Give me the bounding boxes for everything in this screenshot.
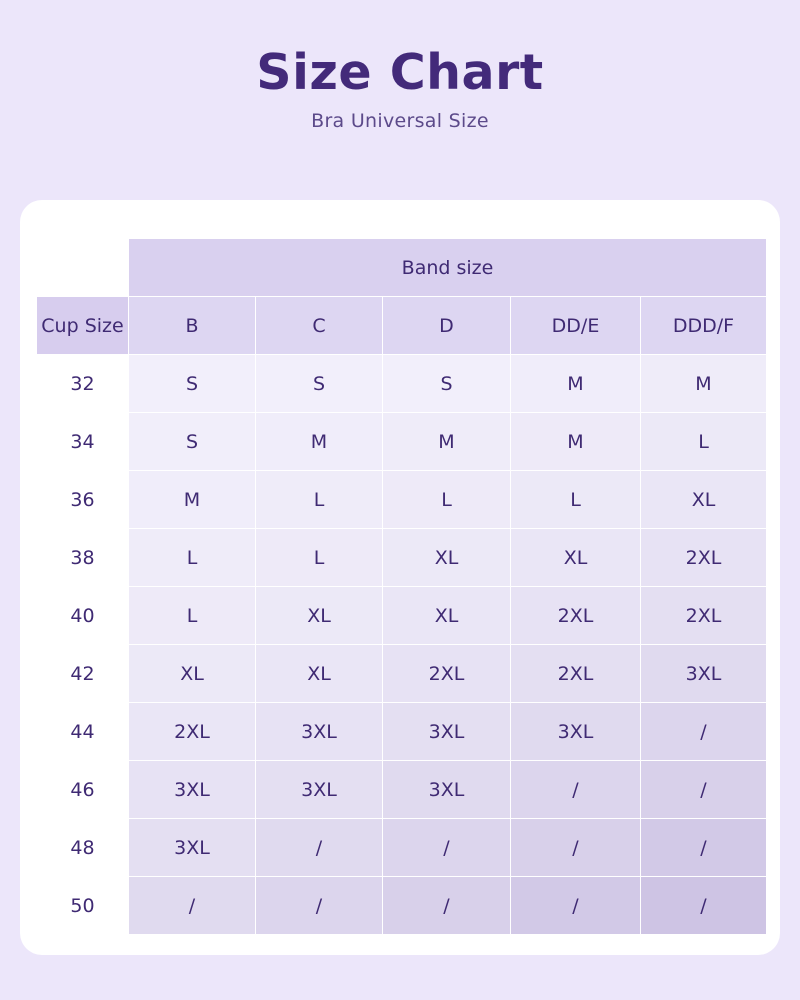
- size-cell: XL: [256, 587, 383, 645]
- size-cell: /: [641, 877, 767, 935]
- size-cell: 3XL: [383, 761, 511, 819]
- column-header-1: C: [256, 297, 383, 355]
- size-cell: S: [129, 355, 256, 413]
- size-cell: /: [129, 877, 256, 935]
- size-cell: /: [256, 877, 383, 935]
- size-cell: L: [129, 529, 256, 587]
- size-cell: M: [256, 413, 383, 471]
- size-cell: L: [256, 529, 383, 587]
- size-cell: /: [256, 819, 383, 877]
- size-cell: S: [383, 355, 511, 413]
- column-header-4: DDD/F: [641, 297, 767, 355]
- size-cell: 3XL: [511, 703, 641, 761]
- size-cell: S: [129, 413, 256, 471]
- size-cell: /: [511, 761, 641, 819]
- size-cell: XL: [511, 529, 641, 587]
- size-cell: /: [511, 877, 641, 935]
- size-cell: L: [383, 471, 511, 529]
- size-cell: 2XL: [641, 529, 767, 587]
- size-cell: XL: [383, 529, 511, 587]
- size-cell: L: [511, 471, 641, 529]
- table-row: [37, 471, 767, 529]
- size-cell: 2XL: [641, 587, 767, 645]
- row-label-8: 48: [37, 819, 129, 877]
- size-cell: 3XL: [383, 703, 511, 761]
- size-cell: 3XL: [129, 761, 256, 819]
- table-row-band-header: [37, 239, 767, 297]
- size-table-card: [20, 200, 780, 955]
- corner-blank-cell: [37, 239, 129, 297]
- size-cell: 2XL: [511, 587, 641, 645]
- size-cell: 3XL: [641, 645, 767, 703]
- size-cell: L: [129, 587, 256, 645]
- size-cell: /: [641, 703, 767, 761]
- size-cell: S: [256, 355, 383, 413]
- size-cell: L: [256, 471, 383, 529]
- table-row: [37, 413, 767, 471]
- size-chart-table: [36, 238, 767, 935]
- column-header-3: DD/E: [511, 297, 641, 355]
- table-row: [37, 529, 767, 587]
- table-row: [37, 703, 767, 761]
- row-label-5: 42: [37, 645, 129, 703]
- row-label-0: 32: [37, 355, 129, 413]
- size-cell: /: [383, 819, 511, 877]
- row-label-7: 46: [37, 761, 129, 819]
- size-cell: 2XL: [129, 703, 256, 761]
- size-cell: M: [511, 413, 641, 471]
- size-cell: XL: [129, 645, 256, 703]
- size-cell: 2XL: [383, 645, 511, 703]
- size-cell: 3XL: [129, 819, 256, 877]
- row-label-4: 40: [37, 587, 129, 645]
- size-cell: XL: [256, 645, 383, 703]
- size-cell: 3XL: [256, 703, 383, 761]
- size-cell: M: [383, 413, 511, 471]
- size-cell: 3XL: [256, 761, 383, 819]
- table-row-column-headers: [37, 297, 767, 355]
- table-row: [37, 819, 767, 877]
- page-header: [0, 0, 800, 132]
- row-label-2: 36: [37, 471, 129, 529]
- size-cell: /: [641, 761, 767, 819]
- table-row: [37, 587, 767, 645]
- table-row: [37, 645, 767, 703]
- table-row: [37, 877, 767, 935]
- row-label-3: 38: [37, 529, 129, 587]
- size-cell: /: [383, 877, 511, 935]
- row-label-1: 34: [37, 413, 129, 471]
- row-label-6: 44: [37, 703, 129, 761]
- column-header-0: B: [129, 297, 256, 355]
- size-cell: /: [641, 819, 767, 877]
- page-title: Size Chart: [256, 44, 544, 101]
- table-row: [37, 355, 767, 413]
- band-size-header: Band size: [129, 239, 767, 297]
- cup-size-header: Cup Size: [37, 297, 129, 355]
- column-header-2: D: [383, 297, 511, 355]
- size-cell: M: [641, 355, 767, 413]
- size-cell: /: [511, 819, 641, 877]
- size-cell: M: [129, 471, 256, 529]
- size-cell: L: [641, 413, 767, 471]
- size-cell: XL: [641, 471, 767, 529]
- page-subtitle: Bra Universal Size: [311, 109, 489, 132]
- size-cell: M: [511, 355, 641, 413]
- row-label-9: 50: [37, 877, 129, 935]
- table-row: [37, 761, 767, 819]
- size-cell: XL: [383, 587, 511, 645]
- size-cell: 2XL: [511, 645, 641, 703]
